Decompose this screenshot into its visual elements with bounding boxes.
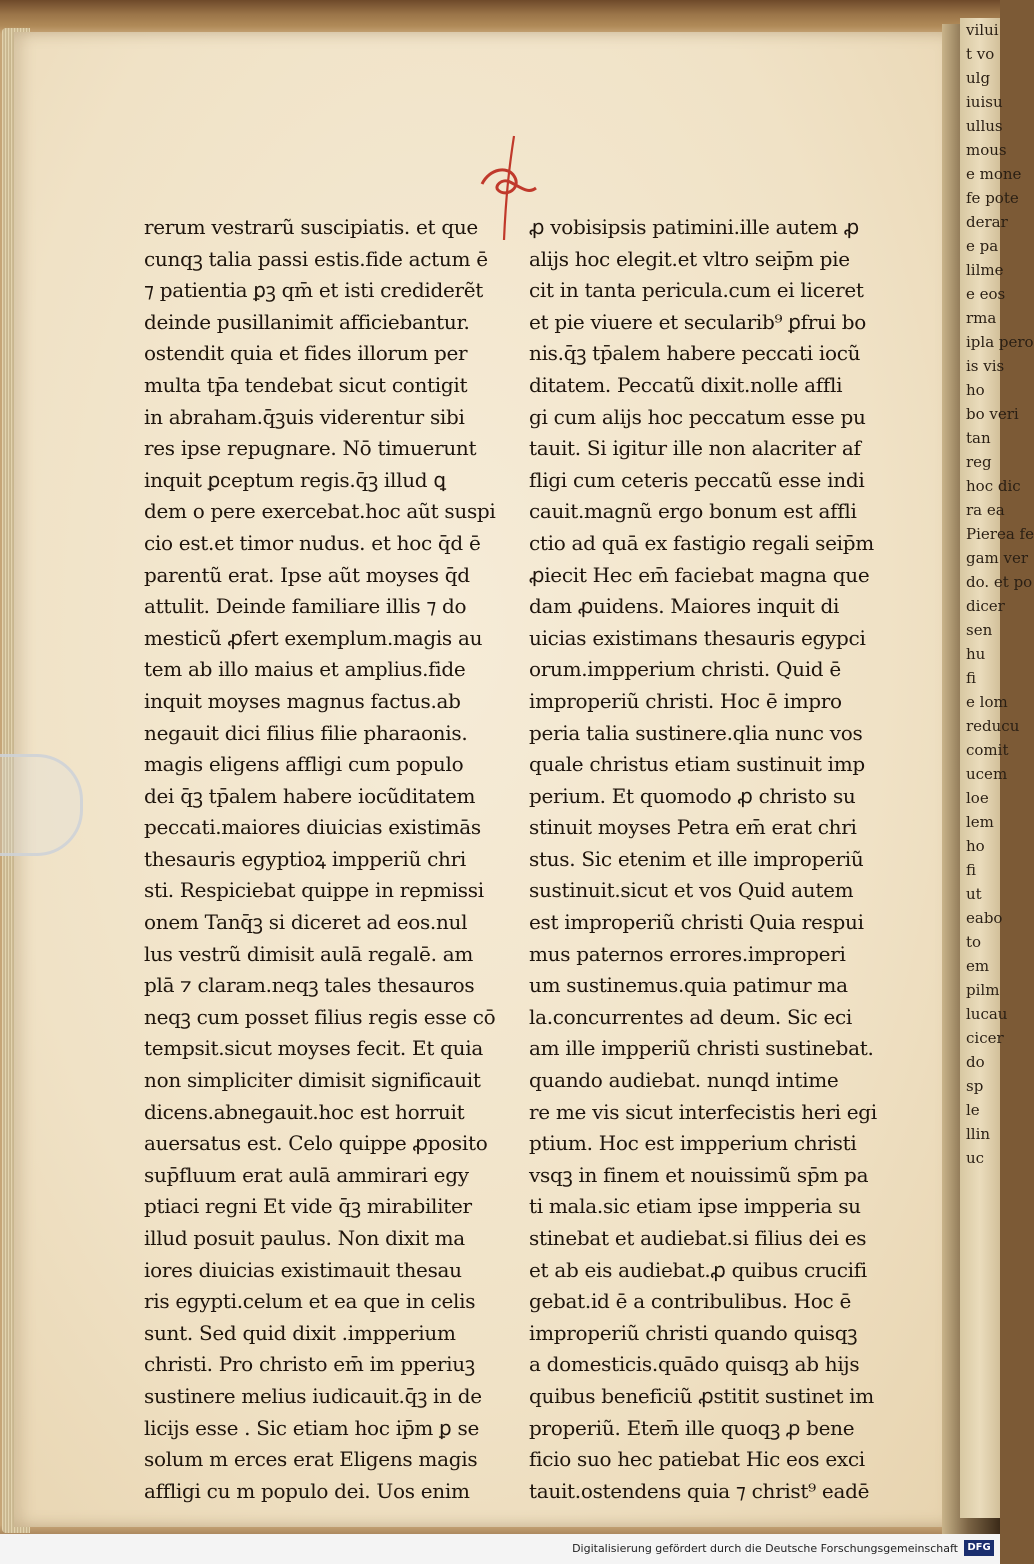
text-line: stinuit moyses Petra em̄ erat chri — [529, 815, 857, 840]
text-line: stus. Sic etenim et ille improperiũ — [529, 846, 864, 871]
facing-text-fragment: Pierea fe — [966, 525, 1034, 543]
text-column-right — [529, 212, 884, 1507]
text-line: tauit. Si igitur ille non alacriter af — [529, 436, 861, 461]
facing-text-fragment: vilui — [966, 21, 999, 39]
facing-text-fragment: loe — [966, 789, 989, 807]
text-line: ꝓiecit Hec em̄ faciebat magna que — [529, 562, 870, 587]
text-line: solum m erces erat Eligens magis — [144, 1447, 478, 1472]
facing-text-fragment: fi — [966, 669, 977, 687]
text-line: non simpliciter dimisit significauit — [144, 1068, 481, 1093]
facing-text-fragment: hu — [966, 645, 986, 663]
facing-text-fragment: ho — [966, 837, 985, 855]
facing-text-fragment: bo veri — [966, 405, 1019, 423]
facing-text-fragment: dicer — [966, 597, 1005, 615]
text-line: rerum vestrarũ suscipiatis. et que — [144, 215, 478, 239]
facing-text-fragment: e lom — [966, 693, 1008, 711]
text-line: quibus beneficiũ ꝓstitit sustinet im — [529, 1383, 874, 1408]
facing-text-fragment: ipla pero — [966, 333, 1034, 351]
text-line: cunqꝫ talia passi estis.fide actum ē — [144, 246, 488, 271]
text-line: deinde pusillanimit afficiebantur. — [144, 309, 470, 334]
text-line: lus vestrũ dimisit aulā regalē. am — [144, 941, 473, 966]
text-line: perium. Et quomodo ꝓ christo su — [529, 783, 856, 808]
facing-text-fragment: ra ea — [966, 501, 1005, 519]
text-line: cio est.et timor nudus. et hoc q̄d ē — [144, 530, 481, 555]
text-line: tem ab illo maius et amplius.fide — [144, 657, 466, 682]
text-line: licijs esse . Sic etiam hoc ip̄m ꝑ se — [144, 1415, 480, 1440]
text-line: dem o pere exercebat.hoc aũt suspi — [144, 499, 496, 524]
footer-bar — [0, 1534, 1000, 1564]
facing-text-fragment: ho — [966, 381, 985, 399]
text-line: et ab eis audiebat.ꝓ quibus crucifi — [529, 1257, 867, 1282]
text-line: peccati.maiores diuicias existimās — [144, 815, 481, 840]
text-line: ficio suo hec patiebat Hic eos exci — [529, 1447, 865, 1472]
text-line: in abraham.q̄ꝫuis viderentur sibi — [144, 404, 465, 429]
facing-text-fragment: is vis — [966, 357, 1005, 375]
text-line: res ipse repugnare. Nō timuerunt — [144, 436, 477, 461]
paper-clip — [0, 754, 83, 856]
facing-page-edge — [960, 18, 1034, 1518]
facing-text-fragment: reducu — [966, 717, 1020, 735]
text-line: illud posuit paulus. Non dixit ma — [144, 1226, 465, 1250]
text-line: ⁊ patientia ꝑꝫ qm̄ et isti crediderẽt — [144, 278, 484, 303]
text-line: ꝓ vobisipsis patimini.ille autem ꝓ — [529, 215, 859, 239]
facing-text-fragment: to — [966, 933, 982, 951]
text-line: ostendit quia et fides illorum per — [144, 341, 468, 366]
text-line: fligi cum ceteris peccatũ esse indi — [529, 467, 865, 492]
text-line: ctio ad quā ex fastigio regali seip̄m — [529, 530, 874, 555]
text-line: negauit dici filius filie pharaonis. — [144, 720, 468, 745]
text-line: dam ꝓuidens. Maiores inquit di — [529, 594, 840, 619]
text-line: gebat.id ē a contribulibus. Hoc ē — [529, 1289, 852, 1314]
text-line: a domesticis.quādo quisqꝫ ab hijs — [529, 1352, 860, 1377]
text-line: improperiũ christi. Hoc ē impro — [529, 688, 842, 713]
text-line: vsqꝫ in finem et nouissimũ sp̄m pa — [529, 1162, 869, 1187]
facing-text-fragment: uc — [966, 1149, 985, 1167]
facing-text-fragment: lem — [966, 813, 994, 831]
text-line: multa tp̄a tendebat sicut contigit — [144, 372, 468, 397]
text-line: uicias existimans thesauris egypci — [529, 625, 866, 650]
facing-text-fragment: e eos — [966, 285, 1006, 303]
text-line: peria talia sustinere.qlia nunc vos — [529, 720, 863, 745]
text-line: mus paternos errores.improperi — [529, 941, 846, 966]
text-line: ditatem. Peccatũ dixit.nolle affli — [529, 372, 843, 397]
text-line: auersatus est. Celo quippe ꝓposito — [144, 1131, 488, 1156]
text-line: inquit ꝑceptum regis.q̄ꝫ illud ꝗ — [144, 467, 446, 492]
verso-leaf — [14, 32, 962, 1527]
text-line: plā ⁊ claram.neqꝫ tales thesauros — [144, 973, 475, 998]
text-line: est improperiũ christi Quia respui — [529, 910, 864, 935]
text-line: neqꝫ cum posset filius regis esse cō — [144, 1004, 496, 1029]
facing-text-fragment: do. et po — [966, 573, 1033, 591]
text-line: la.concurrentes ad deum. Sic eci — [529, 1004, 852, 1029]
text-line: iores diuicias existimauit thesau — [144, 1257, 462, 1282]
text-line: properiũ. Etem̄ ille quoqꝫ ꝓ bene — [529, 1415, 855, 1440]
text-line: am ille impperiũ christi sustinebat. — [529, 1036, 874, 1061]
text-line: dicens.abnegauit.hoc est horruit — [144, 1099, 465, 1124]
text-line: sti. Respiciebat quippe in repmissi — [144, 878, 484, 903]
facing-text-fragment: cicer — [966, 1029, 1004, 1047]
facing-text-fragment: em — [966, 957, 990, 975]
facing-text-fragment: gam ver — [966, 549, 1029, 567]
facing-text-fragment: pilm — [966, 981, 1000, 999]
text-line: quale christus etiam sustinuit imp — [529, 752, 865, 777]
text-line: orum.impperium christi. Quid ē — [529, 657, 841, 682]
facing-text-fragment: ut — [966, 885, 982, 903]
facing-text-fragment: e mone — [966, 165, 1022, 183]
text-line: onem Tanq̄ꝫ si diceret ad eos.nul — [144, 910, 468, 935]
footer-credit: Digitalisierung gefördert durch die Deutsche Forschungsgemeinschaft — [572, 1542, 958, 1555]
facing-text-fragment: eabo — [966, 909, 1003, 927]
text-line: parentũ erat. Ipse aũt moyses q̄d — [144, 562, 470, 587]
facing-text-fragment: do — [966, 1053, 985, 1071]
text-column-left — [144, 212, 499, 1507]
text-line: sunt. Sed quid dixit .impperium — [144, 1320, 456, 1345]
text-line: cit in tanta pericula.cum ei liceret — [529, 278, 864, 303]
text-line: ris egypti.celum et ea que in celis — [144, 1289, 476, 1314]
text-line: christi. Pro christo em̄ im pperiuꝫ — [144, 1352, 475, 1377]
text-line: sustinuit.sicut et vos Quid autem — [529, 878, 854, 903]
book-page-block — [0, 28, 962, 1533]
dfg-logo: DFG — [964, 1540, 994, 1556]
facing-text-fragment: ucem — [966, 765, 1008, 783]
facing-text-fragment: lilme — [966, 261, 1004, 279]
text-line: stinebat et audiebat.si filius dei es — [529, 1226, 867, 1250]
text-line: quando audiebat. nunqd intime — [529, 1068, 839, 1093]
text-line: ti mala.sic etiam ipse impperia su — [529, 1194, 861, 1219]
facing-text-fragment: comit — [966, 741, 1009, 759]
facing-text-fragment: ulg — [966, 69, 991, 87]
facing-text-fragment: ullus — [966, 117, 1003, 135]
text-line: improperiũ christi quando quisqꝫ — [529, 1320, 858, 1345]
text-line: ptium. Hoc est impperium christi — [529, 1131, 857, 1156]
text-line: dei q̄ꝫ tp̄alem habere iocũditatem — [144, 783, 476, 808]
text-line: mesticũ ꝓfert exemplum.magis au — [144, 625, 483, 650]
facing-text-fragment: tan — [966, 429, 991, 447]
text-line: sustinere melius iudicauit.q̄ꝫ in de — [144, 1383, 482, 1408]
facing-text-fragment: llin — [966, 1125, 991, 1143]
facing-text-fragment: derar — [966, 213, 1008, 231]
facing-text-fragment: mous — [966, 141, 1007, 159]
facing-text-fragment: t vo — [966, 45, 995, 63]
facing-text-fragment: iuisu — [966, 93, 1003, 111]
facing-text-fragment: e pa — [966, 237, 999, 255]
text-line: inquit moyses magnus factus.ab — [144, 688, 461, 713]
text-line: ptiaci regni Et vide q̄ꝫ mirabiliter — [144, 1194, 472, 1219]
text-line: thesauris egyptioꝝ impperiũ chri — [144, 846, 466, 871]
text-line: re me vis sicut interfecistis heri egi — [529, 1099, 877, 1124]
facing-text-fragment: fe pote — [966, 189, 1019, 207]
text-line: gi cum alijs hoc peccatum esse pu — [529, 404, 866, 429]
text-line: magis eligens affligi cum populo — [144, 752, 464, 777]
facing-text-fragment: sen — [966, 621, 993, 639]
text-line: affligi cu m populo dei. Uos enim — [144, 1478, 470, 1503]
facing-text-fragment: le — [966, 1101, 980, 1119]
text-line: nis.q̄ꝫ tp̄alem habere peccati iocũ — [529, 341, 861, 366]
text-line: alijs hoc elegit.et vltro seip̄m pie — [529, 246, 850, 271]
text-line: tempsit.sicut moyses fecit. Et quia — [144, 1036, 483, 1061]
facing-text-fragment: sp — [966, 1077, 984, 1095]
facing-text-fragment: hoc dic — [966, 477, 1021, 495]
text-line: sup̄fluum erat aulā ammirari egy — [144, 1162, 469, 1187]
text-line: attulit. Deinde familiare illis ⁊ do — [144, 594, 467, 619]
text-line: um sustinemus.quia patimur ma — [529, 973, 848, 998]
facing-text-fragment: fi — [966, 861, 977, 879]
text-line: tauit.ostendens quia ⁊ christ⁹ eadē — [529, 1478, 870, 1503]
text-line: cauit.magnũ ergo bonum est affli — [529, 499, 857, 524]
text-line: et pie viuere et secularib⁹ ꝑfrui bo — [529, 309, 866, 334]
facing-text-fragment: lucau — [966, 1005, 1008, 1023]
facing-text-fragment: reg — [966, 453, 992, 471]
facing-text-fragment: rma — [966, 309, 997, 327]
